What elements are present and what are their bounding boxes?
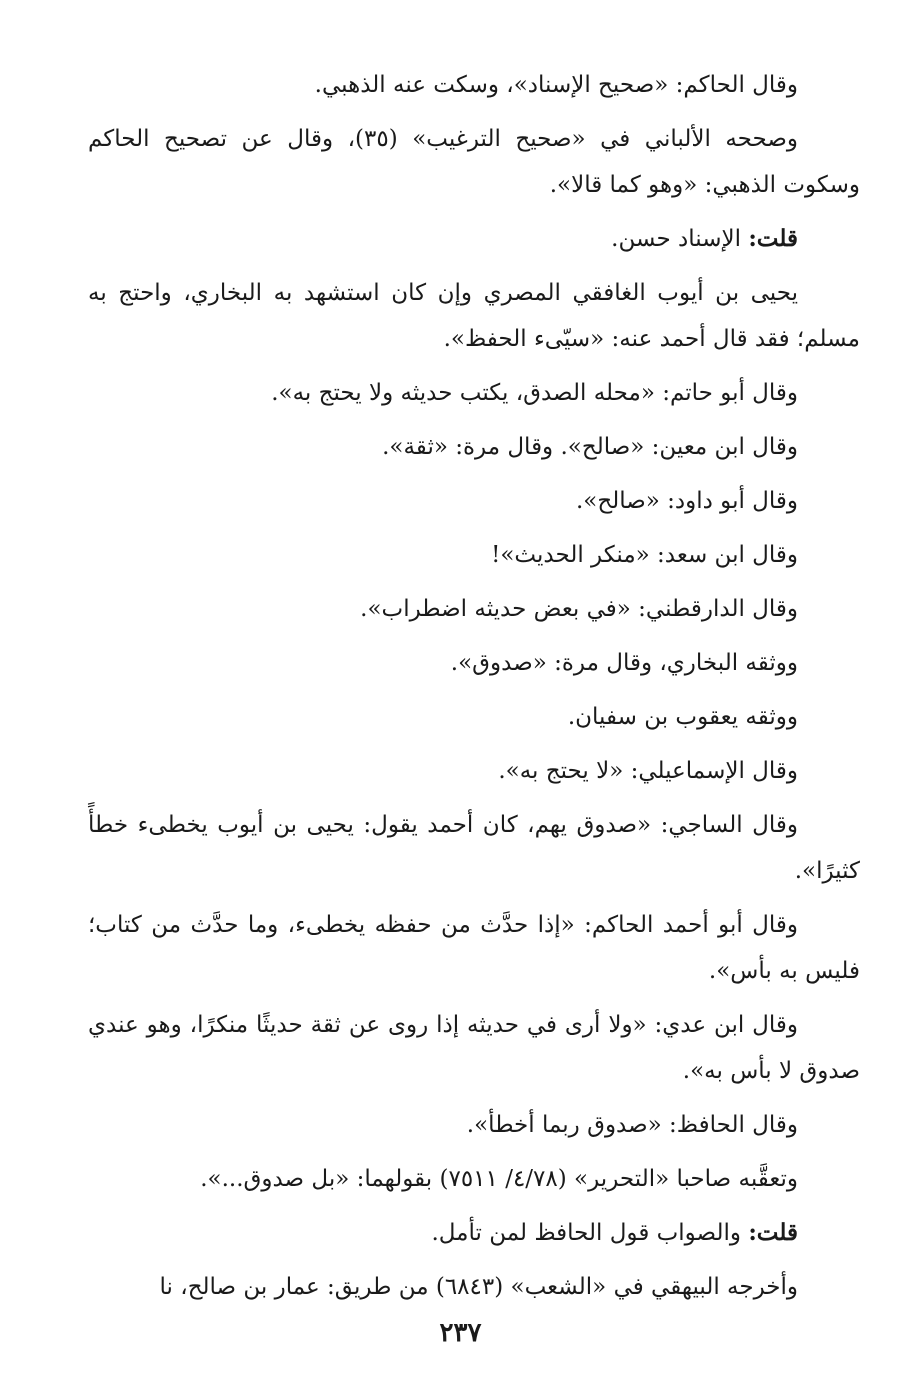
paragraph-16: وقال الحافظ: «صدوق ربما أخطأ». <box>466 1112 798 1138</box>
paragraph-9: وقال الدارقطني: «في بعض حديثه اضطراب». <box>360 596 798 622</box>
paragraph-15: وقال ابن عدي: «ولا أرى في حديثه إذا روى عن ثقة حديثًا منكرًا، وهو عندي صدوق لا بأس به». <box>88 1012 860 1084</box>
lead-word: قلت: <box>748 1219 798 1246</box>
paragraph-19: وأخرجه البيهقي في «الشعب» (٦٨٤٣) من طريق: عمار بن صالح، نا <box>159 1274 798 1300</box>
paragraph-17: وتعقَّبه صاحبا «التحرير» (٤/٧٨/ ٧٥١١) بقولهما: «بل صدوق...». <box>200 1166 798 1192</box>
paragraph-3: قلت: الإسناد حسن. <box>611 225 798 252</box>
paragraph-13: وقال الساجي: «صدوق يهم، كان أحمد يقول: يحيى بن أيوب يخطىء خطأً كثيرًا». <box>88 812 860 884</box>
lead-word: قلت: <box>748 225 798 252</box>
paragraph-6: وقال ابن معين: «صالح». وقال مرة: «ثقة». <box>382 434 798 460</box>
paragraph-1: وقال الحاكم: «صحيح الإسناد»، وسكت عنه الذهبي. <box>314 72 798 98</box>
paragraph-2: وصححه الألباني في «صحيح الترغيب» (٣٥)، وقال عن تصحيح الحاكم وسكوت الذهبي: «وهو كما قالا». <box>88 126 860 198</box>
paragraph-4: يحيى بن أيوب الغافقي المصري وإن كان استشهد به البخاري، واحتج به مسلم؛ فقد قال أحمد عنه: «سيّىء الحفظ». <box>88 280 860 352</box>
paragraph-18: قلت: والصواب قول الحافظ لمن تأمل. <box>431 1219 798 1246</box>
paragraph-8: وقال ابن سعد: «منكر الحديث»! <box>491 542 798 568</box>
paragraph-10: ووثقه البخاري، وقال مرة: «صدوق». <box>450 650 798 676</box>
paragraph-12: وقال الإسماعيلي: «لا يحتج به». <box>498 758 798 784</box>
page-body <box>88 62 860 1318</box>
paragraph-14: وقال أبو أحمد الحاكم: «إذا حدَّث من حفظه يخطىء، وما حدَّث من كتاب؛ فليس به بأس». <box>88 912 860 984</box>
paragraph-5: وقال أبو حاتم: «محله الصدق، يكتب حديثه ولا يحتج به». <box>271 380 798 406</box>
page-number: ٢٣٧ <box>439 1318 482 1348</box>
paragraph-7: وقال أبو داود: «صالح». <box>575 488 798 514</box>
paragraph-11: ووثقه يعقوب بن سفيان. <box>567 704 798 730</box>
